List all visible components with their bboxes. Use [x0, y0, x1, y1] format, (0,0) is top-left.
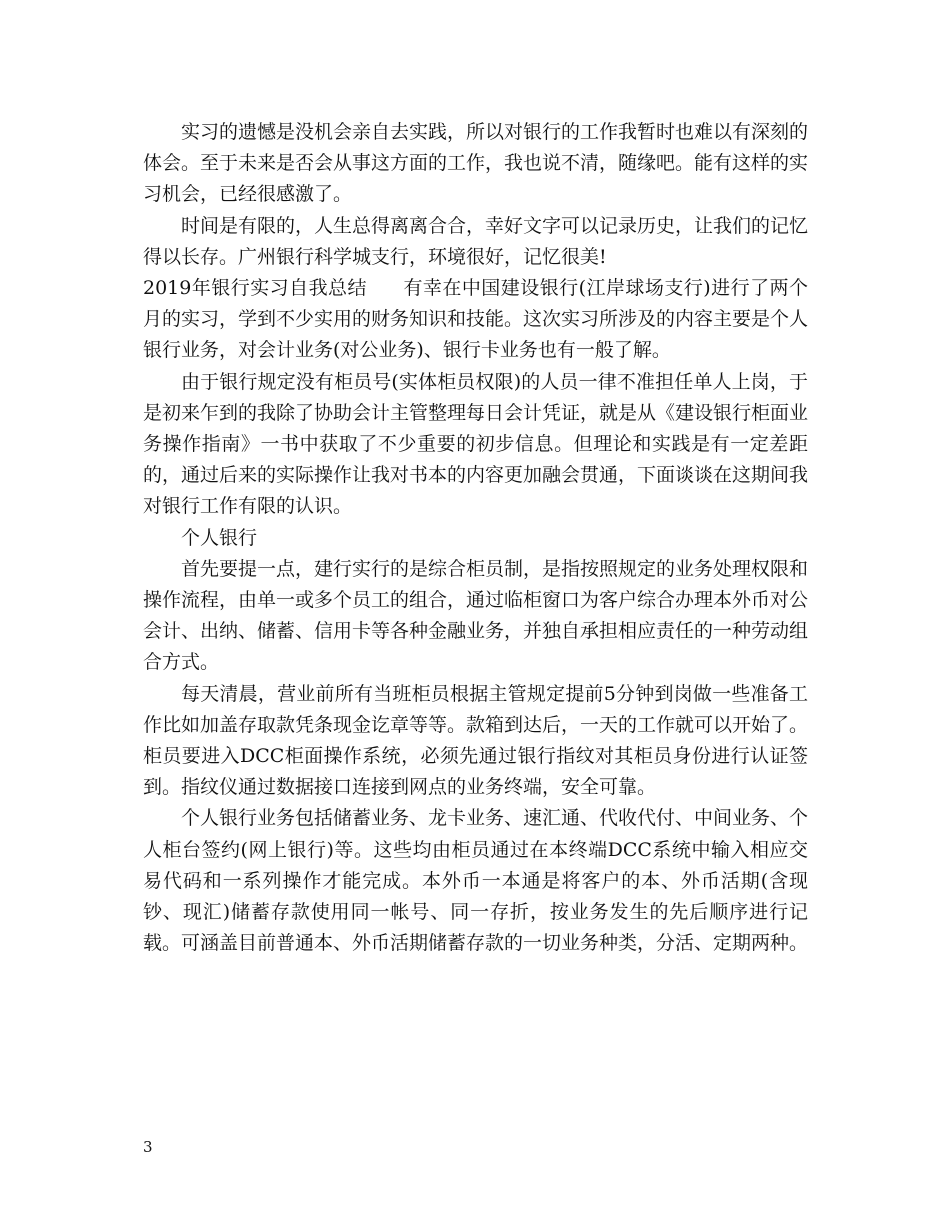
- paragraph-bank-rules: 由于银行规定没有柜员号(实体柜员权限)的人员一律不准担任单人上岗，于是初来乍到的我除了协助会计主管整理每日会计凭证，就是从《建设银行柜面业务操作指南》一书中获取了不少重要的初步信息。但理论和实践是有一定差距的，通过后来的实际操作让我对书本的内容更加融会贯通，下面谈谈在这期间我对银行工作有限的认识。: [143, 370, 809, 518]
- paragraph-daily-morning: 每天清晨，营业前所有当班柜员根据主管规定提前5分钟到岗做一些准备工作比如加盖存取款凭条现金讫章等等。款箱到达后，一天的工作就可以开始了。柜员要进入DCC柜面操作系统，必须先通过银行指纹对其柜员身份进行认证签到。指纹仪通过数据接口连接到网点的业务终端，安全可靠。: [143, 682, 809, 799]
- section-lead-text: 有幸在中国建设银行(江岸球场支行)进行了两个月的实习，学到不少实用的财务知识和技能。这次实习所涉及的内容主要是个人银行业务，对会计业务(对公业务)、银行卡业务也有一般了解。: [143, 277, 809, 362]
- section-intro-paragraph: [143, 273, 808, 367]
- subheading-personal-banking: 个人银行: [181, 526, 258, 549]
- paragraph-personal-business: 个人银行业务包括储蓄业务、龙卡业务、速汇通、代收代付、中间业务、个人柜台签约(网上银行)等。这些均由柜员通过在本终端DCC系统中输入相应交易代码和一系列操作才能完成。本外币一本通是将客户的本、外币活期(含现钞、现汇)储蓄存款使用同一帐号、同一存折，按业务发生的先后顺序进行记载。可涵盖目前普通本、外币活期储蓄存款的一切业务种类，分活、定期两种。: [143, 807, 809, 955]
- paragraph-internship-regret: 实习的遗憾是没机会亲自去实践，所以对银行的工作我暂时也难以有深刻的体会。至于未来是否会从事这方面的工作，我也说不清，随缘吧。能有这样的实习机会，已经很感激了。: [143, 121, 809, 206]
- section-title: 2019年银行实习自我总结: [143, 277, 367, 300]
- document-body: [143, 117, 808, 959]
- paragraph-comprehensive-teller: 首先要提一点，建行实行的是综合柜员制，是指按照规定的业务处理权限和操作流程，由单一或多个员工的组合，通过临柜窗口为客户综合办理本外币对公会计、出纳、储蓄、信用卡等各种金融业务，并独自承担相应责任的一种劳动组合方式。: [143, 557, 809, 674]
- page-number: 3: [143, 1138, 153, 1156]
- paragraph-time-limited: 时间是有限的，人生总得离离合合，幸好文字可以记录历史，让我们的记忆得以长存。广州银行科学城支行，环境很好，记忆很美!: [143, 214, 809, 268]
